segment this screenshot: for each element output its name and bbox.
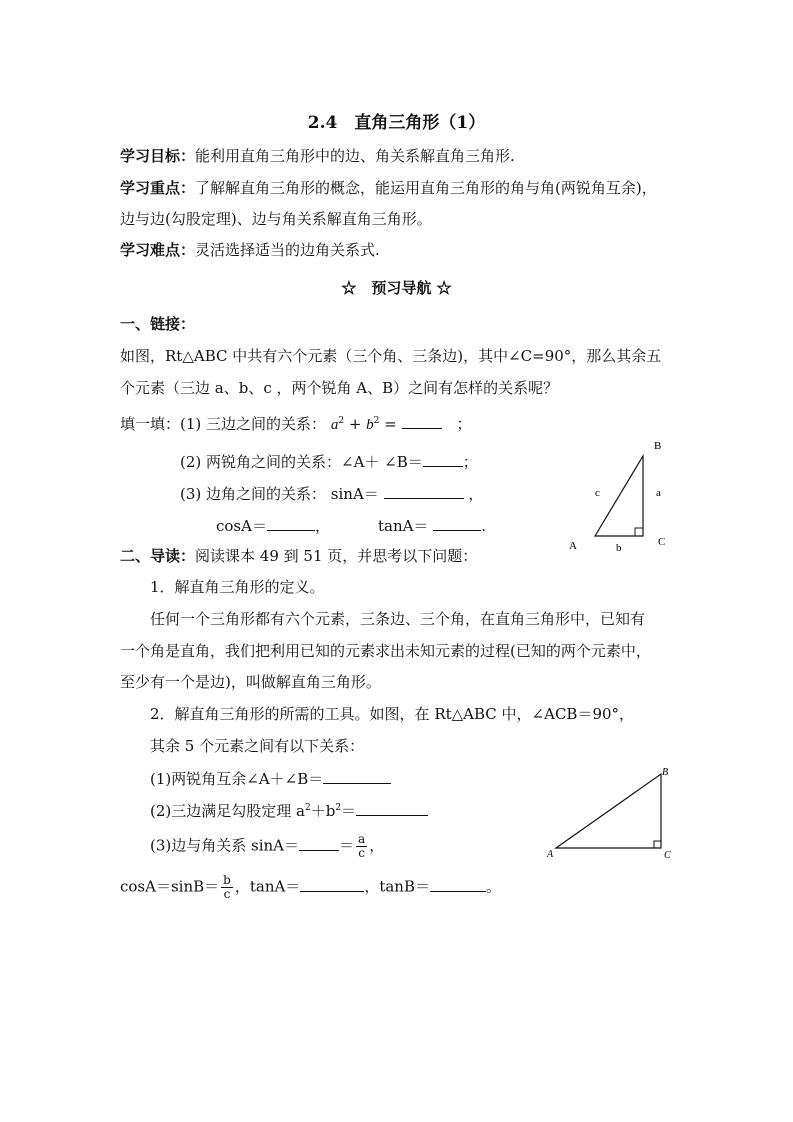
preview-heading: ☆ 预习导航 ☆	[341, 279, 452, 297]
blank-pythagoras[interactable]	[402, 413, 442, 429]
link-intro-line-2: 个元素（三边 a、b、c ，两个锐角 A、B）之间有怎样的关系呢？	[120, 379, 559, 397]
relation-3-cont: cosA＝sinB＝ $\frac{b}{c}$ ，tanA＝ ，tanB＝ 。	[120, 873, 501, 901]
blank-relation-1[interactable]	[323, 768, 391, 784]
blank-angle-sum[interactable]	[423, 451, 463, 467]
fig2-label-B: B	[662, 767, 669, 778]
guide-heading-line: 二、导读：阅读课本 49 到 51 页，并思考以下问题：	[120, 547, 478, 565]
blank-cosA[interactable]	[267, 515, 315, 531]
page-title: 2.4 直角三角形（1）	[307, 113, 486, 133]
guide-question-2-cont: 其余 5 个元素之间有以下关系：	[150, 737, 365, 755]
relation-2: (2)三边满足勾股定理 $a^2+b^2=$	[150, 800, 428, 821]
guide-question-2: 2．解直角三角形的所需的工具。如图，在 Rt△ABC 中，∠ACB＝90°，	[150, 705, 635, 723]
guide-paragraph-line-2: 一个角是直角，我们把利用已知的元素求出未知元素的过程(已知的两个元素中，	[120, 642, 651, 660]
blank-tanA-2[interactable]	[300, 876, 364, 892]
fig1-label-A: A	[569, 540, 577, 552]
fig2-label-A: A	[547, 849, 554, 860]
learning-objective: 学习目标：能利用直角三角形中的边、角关系解直角三角形.	[120, 147, 515, 165]
link-heading: 一、链接：	[120, 315, 196, 333]
relation-1: (1)两锐角互余∠A＋∠B＝	[150, 768, 391, 789]
fraction-b-over-c: $\frac{b}{c}$	[223, 873, 231, 901]
key-point-line-1: 学习重点：了解解直角三角形的概念，能运用直角三角形的角与角(两锐角互余)，	[120, 179, 657, 197]
key-point-line-2: 边与边(勾股定理)、边与角关系解直角三角形。	[120, 210, 432, 228]
blank-tanA[interactable]	[433, 515, 481, 531]
fig1-label-B: B	[654, 440, 662, 452]
guide-paragraph-line-1: 任何一个三角形都有六个元素，三条边、三个角，在直角三角形中，已知有	[150, 610, 646, 628]
fill-item-1: 填一填：(1) 三边之间的关系： $a^2 + b^2$ = ；	[120, 415, 472, 433]
fig1-label-c: c	[595, 487, 600, 499]
fraction-a-over-c: $\frac{a}{c}$	[358, 832, 366, 860]
blank-sinA[interactable]	[384, 483, 464, 499]
difficulty-point: 学习难点：灵活选择适当的边角关系式.	[120, 241, 380, 259]
fig1-label-b: b	[616, 542, 622, 554]
triangle-figure-1	[565, 436, 675, 556]
fill-item-2: (2) 两锐角之间的关系：∠A＋ ∠B＝ ；	[180, 453, 478, 471]
fig2-label-C: C	[664, 850, 671, 861]
fill-item-3-cos-tan: cosA＝ ， tanA＝ .	[216, 517, 487, 535]
blank-relation-3[interactable]	[299, 835, 339, 851]
fill-item-3: (3) 边角之间的关系： sinA＝ ，	[180, 485, 484, 503]
fig1-label-a: a	[656, 487, 661, 499]
relation-3: (3)边与角关系 sinA＝ ＝ $\frac{a}{c}$ ，	[150, 832, 385, 860]
triangle-figure-2	[540, 762, 690, 862]
blank-tanB[interactable]	[430, 876, 486, 892]
fig1-label-C: C	[658, 536, 666, 548]
link-intro-line-1: 如图，Rt△ABC 中共有六个元素（三个角、三条边)，其中∠C=90°，那么其余五	[120, 347, 662, 365]
guide-question-1: 1．解直角三角形的定义。	[150, 578, 325, 596]
guide-paragraph-line-3: 至少有一个是边)，叫做解直角三角形。	[120, 673, 381, 691]
blank-relation-2[interactable]	[356, 800, 428, 816]
